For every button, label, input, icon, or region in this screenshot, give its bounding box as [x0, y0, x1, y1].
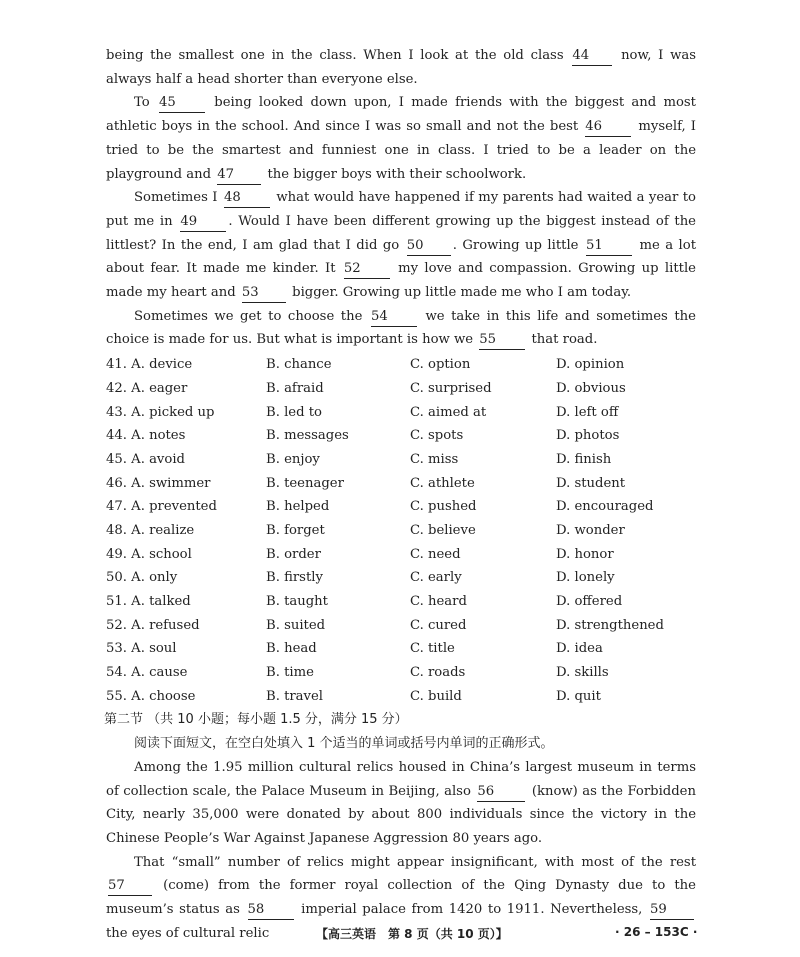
blank-45: 45 [159, 94, 205, 113]
option-row-52: 52. A. refused B. suited C. cured D. strengthened [106, 617, 664, 633]
option-row-44: 44. A. notes B. messages C. spots D. photos [106, 428, 620, 444]
blank-48: 48 [224, 189, 270, 208]
paragraph-6: That “small” number of relics might appear insignificant, with most of the rest 57 (come) from the former royal collection of the Qing Dynasty due to the museum’s status as 58 imperial palace from 1420 to 1911. Nevertheless, 59 the eyes of cultural relic [106, 854, 696, 941]
footer-page-info: 【高三英语 第 8 页（共 10 页）】 [316, 927, 508, 941]
document-page [106, 44, 696, 945]
blank-46: 46 [585, 118, 631, 137]
blank-56: 56 [477, 783, 525, 802]
option-row-43: 43. A. picked up B. led to C. aimed at D. left off [106, 404, 619, 420]
option-row-49: 49. A. school B. order C. need D. honor [106, 546, 614, 562]
option-row-45: 45. A. avoid B. enjoy C. miss D. finish [106, 451, 612, 467]
blank-58: 58 [248, 901, 294, 920]
option-row-41: 41. A. device B. chance C. option D. opinion [106, 357, 625, 373]
blank-50: 50 [407, 237, 451, 256]
option-row-48: 48. A. realize B. forget C. believe D. wonder [106, 522, 625, 538]
page-footer [0, 925, 800, 947]
blank-49: 49 [180, 213, 226, 232]
blank-51: 51 [586, 237, 632, 256]
blank-55: 55 [479, 331, 525, 350]
blank-44: 44 [572, 47, 612, 66]
option-row-51: 51. A. talked B. taught C. heard D. offered [106, 594, 623, 610]
option-row-42: 42. A. eager B. afraid C. surprised D. obvious [106, 380, 626, 396]
options-list [106, 353, 696, 708]
blank-54: 54 [371, 308, 417, 327]
paragraph-4: Sometimes we get to choose the 54 we take in this life and sometimes the choice is made for us. But what is important is how we 55 that road. [106, 305, 696, 352]
blank-53: 53 [242, 284, 286, 303]
option-row-50: 50. A. only B. firstly C. early D. lonely [106, 570, 615, 586]
paragraph-3: Sometimes I 48 what would have happened if my parents had waited a year to put me in 49 . Would I have been different growing up the biggest instead of the littlest? In the end, I am glad that I did go 50 . Growing up little 51 me a lot about fear. It made me kinder. It 52 my love and compassion. Growing up little made my heart and 53 bigger. Growing up little made me who I am today. [106, 186, 696, 305]
option-row-47: 47. A. prevented B. helped C. pushed D. encouraged [106, 499, 654, 515]
blank-52: 52 [344, 260, 390, 279]
blank-59: 59 [650, 901, 694, 920]
footer-code: · 26 – 153C · [615, 925, 698, 939]
blank-47: 47 [217, 166, 261, 185]
option-row-53: 53. A. soul B. head C. title D. idea [106, 641, 603, 657]
section-instruction: 阅读下面短文，在空白处填入 1 个适当的单词或括号内单词的正确形式。 [134, 736, 554, 752]
paragraph-5: Among the 1.95 million cultural relics housed in China’s largest museum in terms of collection scale, the Palace Museum in Beijing, also 56 (know) as the Forbidden City, nearly 35,000 were donated by about 800 individuals since the victory in the Chinese People’s War Against Japanese Aggression 80 years ago. [106, 759, 696, 846]
option-row-46: 46. A. swimmer B. teenager C. athlete D. student [106, 475, 626, 491]
section-heading: 第二节 （共 10 小题；每小题 1.5 分，满分 15 分） [104, 712, 408, 728]
option-row-55: 55. A. choose B. travel C. build D. quit [106, 688, 601, 704]
paragraph-1: being the smallest one in the class. When I look at the old class 44 now, I was always half a head shorter than everyone else. [106, 48, 696, 87]
option-row-54: 54. A. cause B. time C. roads D. skills [106, 665, 609, 681]
paragraph-2: To 45 being looked down upon, I made friends with the biggest and most athletic boys in the school. And since I was so small and not the best 46 myself, I tried to be the smartest and funniest one in class. I tried to be a leader on the playground and 47 the bigger boys with their schoolwork. [106, 91, 696, 186]
blank-57: 57 [108, 877, 152, 896]
